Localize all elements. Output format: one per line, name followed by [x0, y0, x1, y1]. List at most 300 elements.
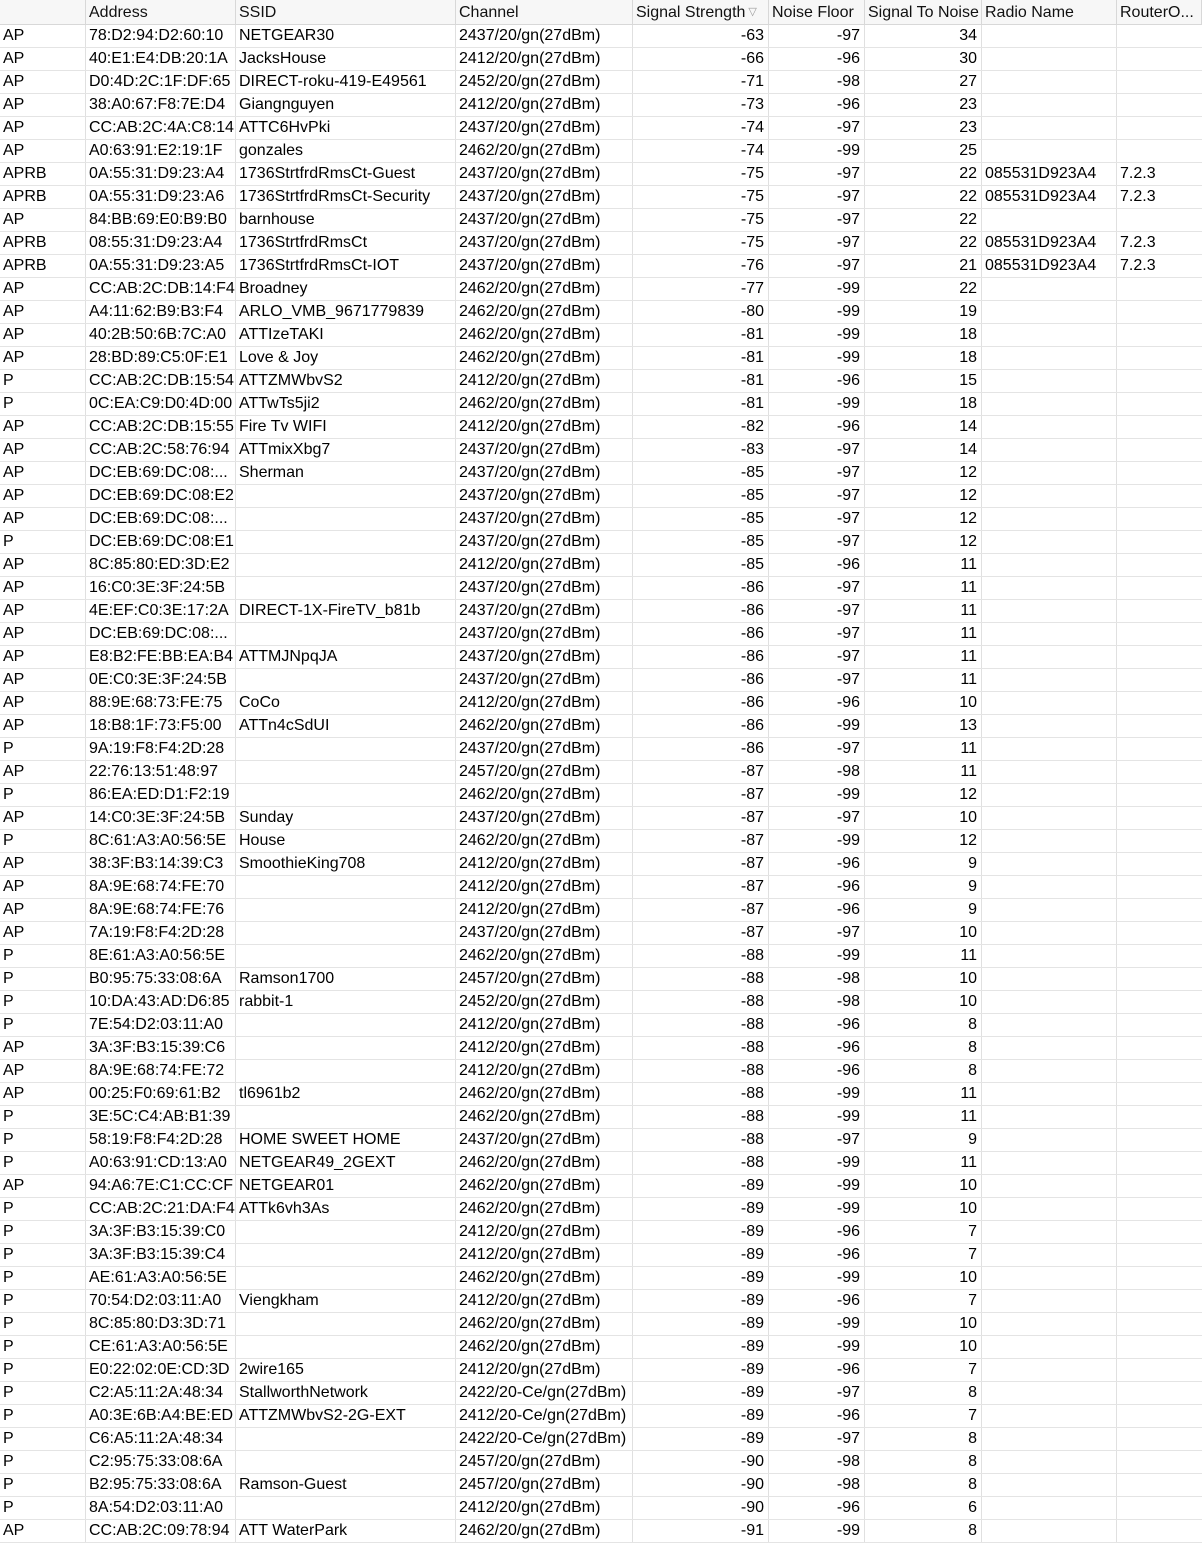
cell-type: AP — [0, 117, 86, 139]
cell-type: AP — [0, 1520, 86, 1542]
cell-router-os — [1117, 1037, 1202, 1059]
cell-radio-name — [982, 899, 1117, 921]
cell-signal-to-noise: 10 — [865, 1198, 982, 1220]
cell-radio-name — [982, 117, 1117, 139]
cell-channel: 2412/20/gn(27dBm) — [456, 48, 633, 70]
table-row[interactable] — [0, 991, 1202, 1014]
cell-ssid — [236, 485, 456, 507]
cell-type: AP — [0, 278, 86, 300]
cell-router-os — [1117, 738, 1202, 760]
cell-signal-to-noise: 15 — [865, 370, 982, 392]
cell-radio-name — [982, 25, 1117, 47]
cell-noise-floor: -99 — [769, 301, 865, 323]
cell-noise-floor: -97 — [769, 1382, 865, 1404]
cell-signal-strength: -89 — [633, 1175, 769, 1197]
cell-signal-strength: -82 — [633, 416, 769, 438]
cell-noise-floor: -98 — [769, 1474, 865, 1496]
cell-noise-floor: -99 — [769, 1083, 865, 1105]
cell-radio-name — [982, 508, 1117, 530]
cell-noise-floor: -99 — [769, 1198, 865, 1220]
cell-address: C6:A5:11:2A:48:34 — [86, 1428, 236, 1450]
cell-type: AP — [0, 347, 86, 369]
cell-radio-name — [982, 393, 1117, 415]
cell-type: APRB — [0, 186, 86, 208]
cell-type: P — [0, 1290, 86, 1312]
table-row[interactable] — [0, 876, 1202, 899]
table-row[interactable] — [0, 738, 1202, 761]
cell-router-os — [1117, 899, 1202, 921]
cell-ssid: House — [236, 830, 456, 852]
cell-address: 84:BB:69:E0:B9:B0 — [86, 209, 236, 231]
cell-radio-name — [982, 1014, 1117, 1036]
cell-noise-floor: -97 — [769, 25, 865, 47]
cell-noise-floor: -97 — [769, 738, 865, 760]
table-row[interactable] — [0, 1428, 1202, 1451]
cell-radio-name — [982, 347, 1117, 369]
cell-radio-name — [982, 1290, 1117, 1312]
cell-noise-floor: -96 — [769, 370, 865, 392]
cell-signal-strength: -86 — [633, 715, 769, 737]
cell-signal-strength: -81 — [633, 347, 769, 369]
cell-noise-floor: -96 — [769, 1359, 865, 1381]
cell-ssid — [236, 1313, 456, 1335]
column-header-noise-floor[interactable]: Noise Floor — [769, 0, 865, 24]
cell-signal-to-noise: 9 — [865, 853, 982, 875]
cell-address: 3A:3F:B3:15:39:C6 — [86, 1037, 236, 1059]
cell-signal-strength: -89 — [633, 1382, 769, 1404]
cell-ssid: Sherman — [236, 462, 456, 484]
cell-signal-to-noise: 19 — [865, 301, 982, 323]
cell-signal-to-noise: 12 — [865, 485, 982, 507]
cell-type: AP — [0, 324, 86, 346]
cell-address: 86:EA:ED:D1:F2:19 — [86, 784, 236, 806]
cell-ssid: Ramson1700 — [236, 968, 456, 990]
cell-signal-strength: -90 — [633, 1451, 769, 1473]
table-row[interactable] — [0, 1037, 1202, 1060]
table-row[interactable] — [0, 1152, 1202, 1175]
table-row[interactable] — [0, 1405, 1202, 1428]
table-row[interactable] — [0, 71, 1202, 94]
table-row[interactable] — [0, 255, 1202, 278]
cell-address: CC:AB:2C:58:76:94 — [86, 439, 236, 461]
column-header-type[interactable] — [0, 0, 86, 24]
cell-signal-to-noise: 12 — [865, 784, 982, 806]
cell-type: AP — [0, 1060, 86, 1082]
cell-ssid — [236, 1037, 456, 1059]
table-row[interactable] — [0, 416, 1202, 439]
cell-ssid — [236, 508, 456, 530]
cell-type: P — [0, 370, 86, 392]
table-row[interactable] — [0, 485, 1202, 508]
table-row[interactable] — [0, 209, 1202, 232]
cell-type: AP — [0, 140, 86, 162]
table-row[interactable] — [0, 25, 1202, 48]
cell-radio-name — [982, 278, 1117, 300]
cell-address: 7A:19:F8:F4:2D:28 — [86, 922, 236, 944]
table-row[interactable] — [0, 117, 1202, 140]
cell-radio-name — [982, 1221, 1117, 1243]
table-row[interactable] — [0, 508, 1202, 531]
table-row[interactable] — [0, 1083, 1202, 1106]
cell-signal-strength: -88 — [633, 1129, 769, 1151]
cell-signal-strength: -88 — [633, 1083, 769, 1105]
cell-address: 38:3F:B3:14:39:C3 — [86, 853, 236, 875]
table-row[interactable] — [0, 715, 1202, 738]
cell-router-os — [1117, 1221, 1202, 1243]
cell-type: AP — [0, 899, 86, 921]
cell-signal-strength: -87 — [633, 830, 769, 852]
cell-type: AP — [0, 853, 86, 875]
table-row[interactable] — [0, 554, 1202, 577]
cell-channel: 2412/20/gn(27dBm) — [456, 1359, 633, 1381]
cell-signal-to-noise: 11 — [865, 646, 982, 668]
cell-noise-floor: -99 — [769, 324, 865, 346]
cell-channel: 2457/20/gn(27dBm) — [456, 1451, 633, 1473]
cell-router-os — [1117, 1313, 1202, 1335]
table-header — [0, 0, 1202, 25]
table-row[interactable] — [0, 439, 1202, 462]
column-header-radio-name[interactable]: Radio Name — [982, 0, 1117, 24]
table-row[interactable] — [0, 1290, 1202, 1313]
cell-signal-to-noise: 34 — [865, 25, 982, 47]
cell-channel: 2412/20-Ce/gn(27dBm) — [456, 1405, 633, 1427]
cell-ssid: Love & Joy — [236, 347, 456, 369]
cell-ssid — [236, 876, 456, 898]
cell-noise-floor: -96 — [769, 554, 865, 576]
cell-router-os — [1117, 1359, 1202, 1381]
cell-signal-strength: -87 — [633, 899, 769, 921]
cell-noise-floor: -96 — [769, 1405, 865, 1427]
cell-channel: 2437/20/gn(27dBm) — [456, 623, 633, 645]
cell-signal-strength: -89 — [633, 1428, 769, 1450]
cell-channel: 2437/20/gn(27dBm) — [456, 255, 633, 277]
column-header-signal-to-noise[interactable]: Signal To Noise — [865, 0, 982, 24]
table-row[interactable] — [0, 577, 1202, 600]
cell-router-os — [1117, 922, 1202, 944]
cell-type: AP — [0, 94, 86, 116]
cell-type: AP — [0, 922, 86, 944]
table-row[interactable] — [0, 692, 1202, 715]
cell-ssid: Viengkham — [236, 1290, 456, 1312]
cell-channel: 2457/20/gn(27dBm) — [456, 1474, 633, 1496]
cell-signal-strength: -74 — [633, 117, 769, 139]
cell-signal-to-noise: 14 — [865, 416, 982, 438]
table-row[interactable] — [0, 1175, 1202, 1198]
cell-address: 70:54:D2:03:11:A0 — [86, 1290, 236, 1312]
table-row[interactable] — [0, 1244, 1202, 1267]
cell-type: P — [0, 1313, 86, 1335]
cell-channel: 2437/20/gn(27dBm) — [456, 186, 633, 208]
table-row[interactable] — [0, 94, 1202, 117]
cell-router-os — [1117, 945, 1202, 967]
table-row[interactable] — [0, 1520, 1202, 1543]
cell-ssid: 1736StrtfrdRmsCt — [236, 232, 456, 254]
cell-channel: 2462/20/gn(27dBm) — [456, 945, 633, 967]
cell-channel: 2422/20-Ce/gn(27dBm) — [456, 1428, 633, 1450]
table-row[interactable] — [0, 807, 1202, 830]
cell-radio-name — [982, 485, 1117, 507]
sort-descending-icon: ▽ — [748, 6, 757, 18]
cell-signal-strength: -89 — [633, 1336, 769, 1358]
cell-signal-to-noise: 12 — [865, 830, 982, 852]
table-row[interactable] — [0, 393, 1202, 416]
cell-address: 40:E1:E4:DB:20:1A — [86, 48, 236, 70]
cell-noise-floor: -97 — [769, 531, 865, 553]
cell-router-os — [1117, 324, 1202, 346]
cell-address: 8A:9E:68:74:FE:72 — [86, 1060, 236, 1082]
cell-channel: 2462/20/gn(27dBm) — [456, 1152, 633, 1174]
cell-channel: 2412/20/gn(27dBm) — [456, 692, 633, 714]
cell-noise-floor: -97 — [769, 117, 865, 139]
cell-channel: 2412/20/gn(27dBm) — [456, 554, 633, 576]
cell-radio-name: 085531D923A4 — [982, 163, 1117, 185]
cell-type: AP — [0, 1083, 86, 1105]
table-row[interactable] — [0, 853, 1202, 876]
table-row[interactable] — [0, 1382, 1202, 1405]
cell-router-os — [1117, 1152, 1202, 1174]
cell-ssid: rabbit-1 — [236, 991, 456, 1013]
cell-channel: 2462/20/gn(27dBm) — [456, 1175, 633, 1197]
column-header-ssid[interactable]: SSID — [236, 0, 456, 24]
column-header-signal-strength[interactable] — [633, 0, 769, 24]
cell-address: 0A:55:31:D9:23:A4 — [86, 163, 236, 185]
table-row[interactable] — [0, 278, 1202, 301]
cell-noise-floor: -96 — [769, 1037, 865, 1059]
cell-radio-name — [982, 1336, 1117, 1358]
cell-channel: 2462/20/gn(27dBm) — [456, 1106, 633, 1128]
table-row[interactable] — [0, 48, 1202, 71]
cell-type: P — [0, 1405, 86, 1427]
table-row[interactable] — [0, 531, 1202, 554]
cell-type: AP — [0, 416, 86, 438]
cell-ssid — [236, 669, 456, 691]
cell-type: AP — [0, 301, 86, 323]
cell-noise-floor: -98 — [769, 71, 865, 93]
cell-ssid: ATTMJNpqJA — [236, 646, 456, 668]
cell-noise-floor: -96 — [769, 48, 865, 70]
cell-channel: 2437/20/gn(27dBm) — [456, 577, 633, 599]
table-row[interactable] — [0, 324, 1202, 347]
cell-channel: 2412/20/gn(27dBm) — [456, 899, 633, 921]
table-row[interactable] — [0, 1359, 1202, 1382]
table-row[interactable] — [0, 761, 1202, 784]
cell-router-os — [1117, 301, 1202, 323]
cell-radio-name — [982, 1106, 1117, 1128]
cell-type: AP — [0, 761, 86, 783]
cell-ssid: Giangnguyen — [236, 94, 456, 116]
cell-channel: 2412/20/gn(27dBm) — [456, 1060, 633, 1082]
cell-radio-name — [982, 784, 1117, 806]
cell-noise-floor: -98 — [769, 761, 865, 783]
cell-ssid — [236, 1060, 456, 1082]
table-row[interactable] — [0, 140, 1202, 163]
table-row[interactable] — [0, 922, 1202, 945]
cell-router-os — [1117, 1382, 1202, 1404]
column-header-router-os[interactable]: RouterO... — [1117, 0, 1202, 24]
cell-noise-floor: -99 — [769, 140, 865, 162]
table-row[interactable] — [0, 1014, 1202, 1037]
table-row[interactable] — [0, 968, 1202, 991]
table-row[interactable] — [0, 186, 1202, 209]
cell-router-os — [1117, 439, 1202, 461]
cell-router-os — [1117, 531, 1202, 553]
cell-router-os: 7.2.3 — [1120, 188, 1156, 205]
cell-address: 3A:3F:B3:15:39:C0 — [86, 1221, 236, 1243]
cell-radio-name — [982, 623, 1117, 645]
cell-channel: 2437/20/gn(27dBm) — [456, 922, 633, 944]
table-row[interactable] — [0, 623, 1202, 646]
table-row[interactable] — [0, 163, 1202, 186]
cell-signal-strength: -86 — [633, 623, 769, 645]
cell-type: P — [0, 1382, 86, 1404]
cell-signal-to-noise: 8 — [865, 1382, 982, 1404]
cell-signal-strength: -85 — [633, 554, 769, 576]
cell-router-os — [1117, 71, 1202, 93]
cell-router-os — [1117, 991, 1202, 1013]
cell-signal-strength: -83 — [633, 439, 769, 461]
cell-signal-to-noise: 7 — [865, 1359, 982, 1381]
table-row[interactable] — [0, 600, 1202, 623]
table-row[interactable] — [0, 301, 1202, 324]
cell-type: P — [0, 784, 86, 806]
cell-signal-to-noise: 8 — [865, 1014, 982, 1036]
cell-signal-to-noise: 10 — [865, 1336, 982, 1358]
cell-noise-floor: -96 — [769, 1497, 865, 1519]
table-row[interactable] — [0, 646, 1202, 669]
table-row[interactable] — [0, 347, 1202, 370]
cell-ssid: JacksHouse — [236, 48, 456, 70]
cell-radio-name — [982, 600, 1117, 622]
cell-address: CE:61:A3:A0:56:5E — [86, 1336, 236, 1358]
cell-router-os — [1117, 830, 1202, 852]
cell-address: 0C:EA:C9:D0:4D:00 — [86, 393, 236, 415]
table-row[interactable] — [0, 1497, 1202, 1520]
cell-ssid — [236, 1267, 456, 1289]
cell-noise-floor: -97 — [769, 462, 865, 484]
table-row[interactable] — [0, 669, 1202, 692]
cell-ssid: Sunday — [236, 807, 456, 829]
cell-radio-name — [982, 1313, 1117, 1335]
cell-noise-floor: -96 — [769, 876, 865, 898]
cell-channel: 2412/20/gn(27dBm) — [456, 1290, 633, 1312]
cell-signal-strength: -89 — [633, 1244, 769, 1266]
cell-channel: 2462/20/gn(27dBm) — [456, 1083, 633, 1105]
column-header-channel[interactable]: Channel — [456, 0, 633, 24]
cell-router-os — [1117, 646, 1202, 668]
cell-radio-name — [982, 1267, 1117, 1289]
cell-noise-floor: -97 — [769, 1428, 865, 1450]
cell-address: E0:22:02:0E:CD:3D — [86, 1359, 236, 1381]
table-row[interactable] — [0, 1198, 1202, 1221]
cell-signal-to-noise: 10 — [865, 991, 982, 1013]
cell-type: AP — [0, 876, 86, 898]
cell-radio-name — [982, 48, 1117, 70]
cell-ssid: ARLO_VMB_9671779839 — [236, 301, 456, 323]
cell-noise-floor: -99 — [769, 830, 865, 852]
cell-noise-floor: -96 — [769, 94, 865, 116]
cell-channel: 2437/20/gn(27dBm) — [456, 462, 633, 484]
cell-radio-name — [982, 646, 1117, 668]
table-row[interactable] — [0, 1451, 1202, 1474]
cell-signal-strength: -89 — [633, 1290, 769, 1312]
cell-signal-to-noise: 10 — [865, 1313, 982, 1335]
table-row[interactable] — [0, 945, 1202, 968]
cell-signal-strength: -88 — [633, 1060, 769, 1082]
cell-type: P — [0, 1359, 86, 1381]
cell-radio-name — [982, 692, 1117, 714]
table-row[interactable] — [0, 1313, 1202, 1336]
cell-address: CC:AB:2C:DB:15:54 — [86, 370, 236, 392]
cell-channel: 2462/20/gn(27dBm) — [456, 140, 633, 162]
cell-signal-strength: -87 — [633, 807, 769, 829]
cell-noise-floor: -96 — [769, 1290, 865, 1312]
cell-ssid — [236, 1244, 456, 1266]
cell-router-os — [1117, 784, 1202, 806]
table-row[interactable] — [0, 1474, 1202, 1497]
cell-signal-to-noise: 7 — [865, 1290, 982, 1312]
table-row[interactable] — [0, 1129, 1202, 1152]
cell-signal-to-noise: 11 — [865, 738, 982, 760]
table-row[interactable] — [0, 784, 1202, 807]
table-row[interactable] — [0, 1336, 1202, 1359]
table-row[interactable] — [0, 1221, 1202, 1244]
cell-type: P — [0, 1152, 86, 1174]
cell-router-os — [1117, 1336, 1202, 1358]
cell-signal-to-noise: 22 — [865, 278, 982, 300]
table-row[interactable] — [0, 232, 1202, 255]
cell-noise-floor: -99 — [769, 784, 865, 806]
cell-router-os: 7.2.3 — [1120, 165, 1156, 182]
cell-router-os — [1117, 485, 1202, 507]
cell-address: A0:3E:6B:A4:BE:ED — [86, 1405, 236, 1427]
cell-signal-to-noise: 23 — [865, 117, 982, 139]
cell-channel: 2412/20/gn(27dBm) — [456, 416, 633, 438]
cell-signal-strength: -86 — [633, 577, 769, 599]
cell-noise-floor: -99 — [769, 278, 865, 300]
cell-type: P — [0, 1244, 86, 1266]
cell-signal-strength: -80 — [633, 301, 769, 323]
table-row[interactable] — [0, 462, 1202, 485]
cell-channel: 2437/20/gn(27dBm) — [456, 117, 633, 139]
cell-channel: 2422/20-Ce/gn(27dBm) — [456, 1382, 633, 1404]
column-header-address[interactable]: Address — [86, 0, 236, 24]
cell-type: P — [0, 738, 86, 760]
cell-signal-to-noise: 22 — [865, 209, 982, 231]
cell-address: DC:EB:69:DC:08:... — [86, 508, 236, 530]
cell-router-os — [1117, 508, 1202, 530]
cell-radio-name — [982, 1152, 1117, 1174]
table-row[interactable] — [0, 1106, 1202, 1129]
cell-radio-name: 085531D923A4 — [982, 232, 1117, 254]
cell-ssid: 1736StrtfrdRmsCt-Guest — [236, 163, 456, 185]
table-row[interactable] — [0, 1267, 1202, 1290]
cell-noise-floor: -99 — [769, 1106, 865, 1128]
cell-signal-strength: -86 — [633, 646, 769, 668]
cell-signal-strength: -87 — [633, 853, 769, 875]
cell-ssid: ATTmixXbg7 — [236, 439, 456, 461]
cell-ssid — [236, 1014, 456, 1036]
cell-router-os — [1117, 1520, 1202, 1542]
column-header-signal-label: Signal Strength — [636, 4, 746, 21]
table-row[interactable] — [0, 1060, 1202, 1083]
cell-radio-name — [982, 554, 1117, 576]
cell-address: 4E:EF:C0:3E:17:2A — [86, 600, 236, 622]
cell-address: CC:AB:2C:DB:15:55 — [86, 416, 236, 438]
table-row[interactable] — [0, 830, 1202, 853]
table-row[interactable] — [0, 370, 1202, 393]
table-row[interactable] — [0, 899, 1202, 922]
cell-ssid: DIRECT-1X-FireTV_b81b — [236, 600, 456, 622]
